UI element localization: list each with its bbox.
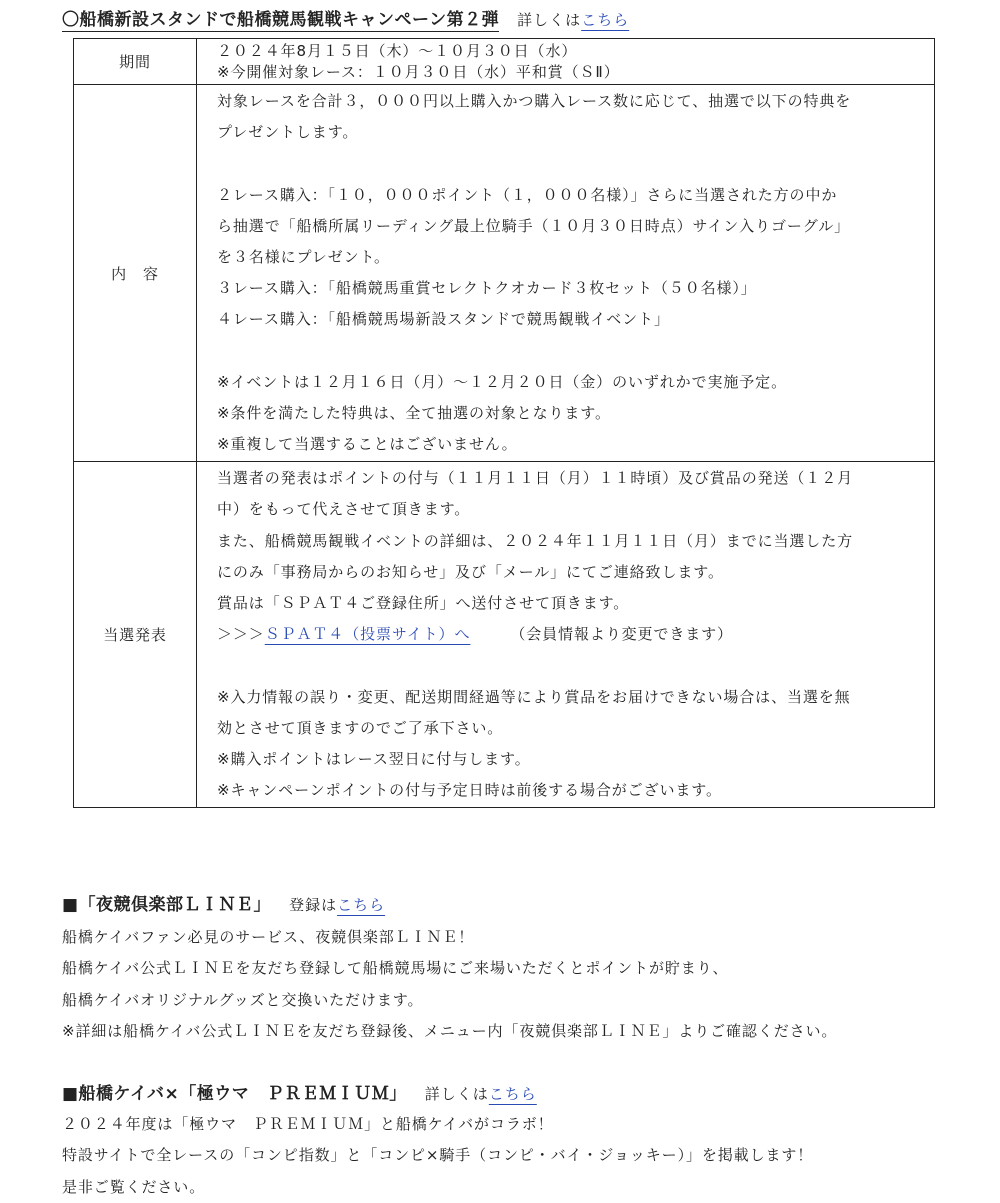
period-cell — [197, 39, 935, 85]
line-club-line: 船橋ケイバファン必見のサービス、夜競倶楽部ＬＩＮＥ！ — [62, 928, 475, 946]
content-label: 内 容 — [74, 85, 197, 462]
announce-cell — [197, 462, 935, 808]
line-club-title: ■「夜競倶楽部ＬＩＮＥ」 — [62, 895, 272, 915]
content-line: ※重複して当選することはございません。 — [217, 435, 518, 454]
line-club-line: ※詳細は船橋ケイバ公式ＬＩＮＥを友だち登録後、メニュー内「夜競倶楽部ＬＩＮＥ」よりご確認ください。 — [62, 1021, 838, 1040]
content-line: ※イベントは１２月１６日（月）～１２月２０日（金）のいずれかで実施予定。 — [217, 372, 787, 391]
campaign-detail-link[interactable]: こちら — [581, 11, 630, 29]
content-line: プレゼントします。 — [217, 123, 359, 142]
line-club-register-note: 登録はこちら — [289, 896, 386, 914]
line-club-line: 船橋ケイバオリジナルグッズと交換いただけます。 — [62, 990, 424, 1009]
campaign-table — [73, 38, 935, 808]
premium-line: 特設サイトで全レースの「コンピ指数」と「コンピ×騎手（コンピ・バイ・ジョッキー）」を掲載します！ — [62, 1146, 814, 1165]
line-club-body — [62, 922, 837, 1047]
spat4-link-line: ＞＞＞ＳＰＡＴ４（投票サイト）へ （会員情報より変更できます） — [217, 625, 733, 644]
content-line: ※条件を満たした特典は、全て抽選の対象となります。 — [217, 403, 611, 422]
announce-line: ※入力情報の誤り・変更、配送期間経過等により賞品をお届けできない場合は、当選を無 — [217, 687, 851, 706]
line-club-heading — [62, 890, 385, 915]
announce-line: 当選者の発表はポイントの付与（１１月１１日（月）１１時頃）及び賞品の発送（１２月 — [217, 469, 854, 488]
campaign-detail-note: 詳しくはこちら — [517, 11, 630, 29]
content-line: ３レース購入：「船橋競馬重賞セレクトクオカード３枚セット（５０名様）」 — [217, 279, 757, 298]
table-row-content — [74, 85, 935, 462]
announce-line: 賞品は「ＳＰＡＴ４ご登録住所」へ送付させて頂きます。 — [217, 594, 630, 612]
content-line: を３名様にプレゼント。 — [217, 247, 390, 266]
announce-line — [217, 650, 930, 681]
line-club-register-link[interactable]: こちら — [337, 896, 386, 914]
content-line — [217, 148, 930, 179]
period-line: ※今開催対象レース：１０月３０日（水）平和賞（ＳⅡ） — [217, 63, 620, 81]
announce-line: にのみ「事務局からのお知らせ」及び「メール」にてご連絡致します。 — [217, 562, 724, 581]
premium-detail-link[interactable]: こちら — [488, 1085, 537, 1103]
table-row-announce — [74, 462, 935, 808]
announce-line: 効とさせて頂きますのでご了承下さい。 — [217, 718, 504, 737]
premium-body — [62, 1109, 813, 1203]
content-line — [217, 336, 930, 367]
announce-line: ※購入ポイントはレース翌日に付与します。 — [217, 749, 531, 768]
content-line: ２レース購入：「１０，０００ポイント（１，０００名様）」さらに当選された方の中か — [217, 185, 838, 204]
spat4-note: （会員情報より変更できます） — [510, 625, 733, 644]
content-cell — [197, 85, 935, 462]
announce-line: 中）をもって代えさせて頂きます。 — [217, 500, 471, 519]
period-label: 期間 — [74, 39, 197, 85]
announce-line: また、船橋競馬観戦イベントの詳細は、２０２４年１１月１１日（月）までに当選した方 — [217, 531, 854, 550]
premium-title: ■船橋ケイバ×「極ウマ ＰＲＥＭＩＵＭ」 — [62, 1084, 407, 1104]
premium-detail-note: 詳しくはこちら — [424, 1085, 537, 1103]
spat4-link[interactable]: ＳＰＡＴ４（投票サイト）へ — [264, 625, 471, 644]
content-line: ら抽選で「船橋所属リーディング最上位騎手（１０月３０日時点）サイン入りゴーグル」 — [217, 216, 851, 235]
announce-label: 当選発表 — [74, 462, 197, 808]
line-club-line: 船橋ケイバ公式ＬＩＮＥを友だち登録して船橋競馬場にご来場いただくとポイントが貯まり、 — [62, 959, 729, 978]
premium-line: 是非ご覧ください。 — [62, 1177, 206, 1196]
campaign-heading — [62, 5, 629, 30]
campaign-title: 〇船橋新設スタンドで船橋競馬観戦キャンペーン第２弾 — [62, 10, 500, 30]
content-line: 対象レースを合計３，０００円以上購入かつ購入レース数に応じて、抽選で以下の特典を — [217, 92, 852, 110]
premium-heading — [62, 1079, 537, 1104]
content-line: ４レース購入：「船橋競馬場新設スタンドで競馬観戦イベント」 — [217, 310, 670, 329]
announce-line: ※キャンペーンポイントの付与予定日時は前後する場合がございます。 — [217, 781, 722, 800]
table-row-period — [74, 39, 935, 85]
period-line: ２０２４年8月１５日（木）～１０月３０日（水） — [217, 42, 578, 60]
premium-line: ２０２４年度は「極ウマ ＰＲＥＭＩＵＭ」と船橋ケイバがコラボ！ — [62, 1115, 554, 1133]
